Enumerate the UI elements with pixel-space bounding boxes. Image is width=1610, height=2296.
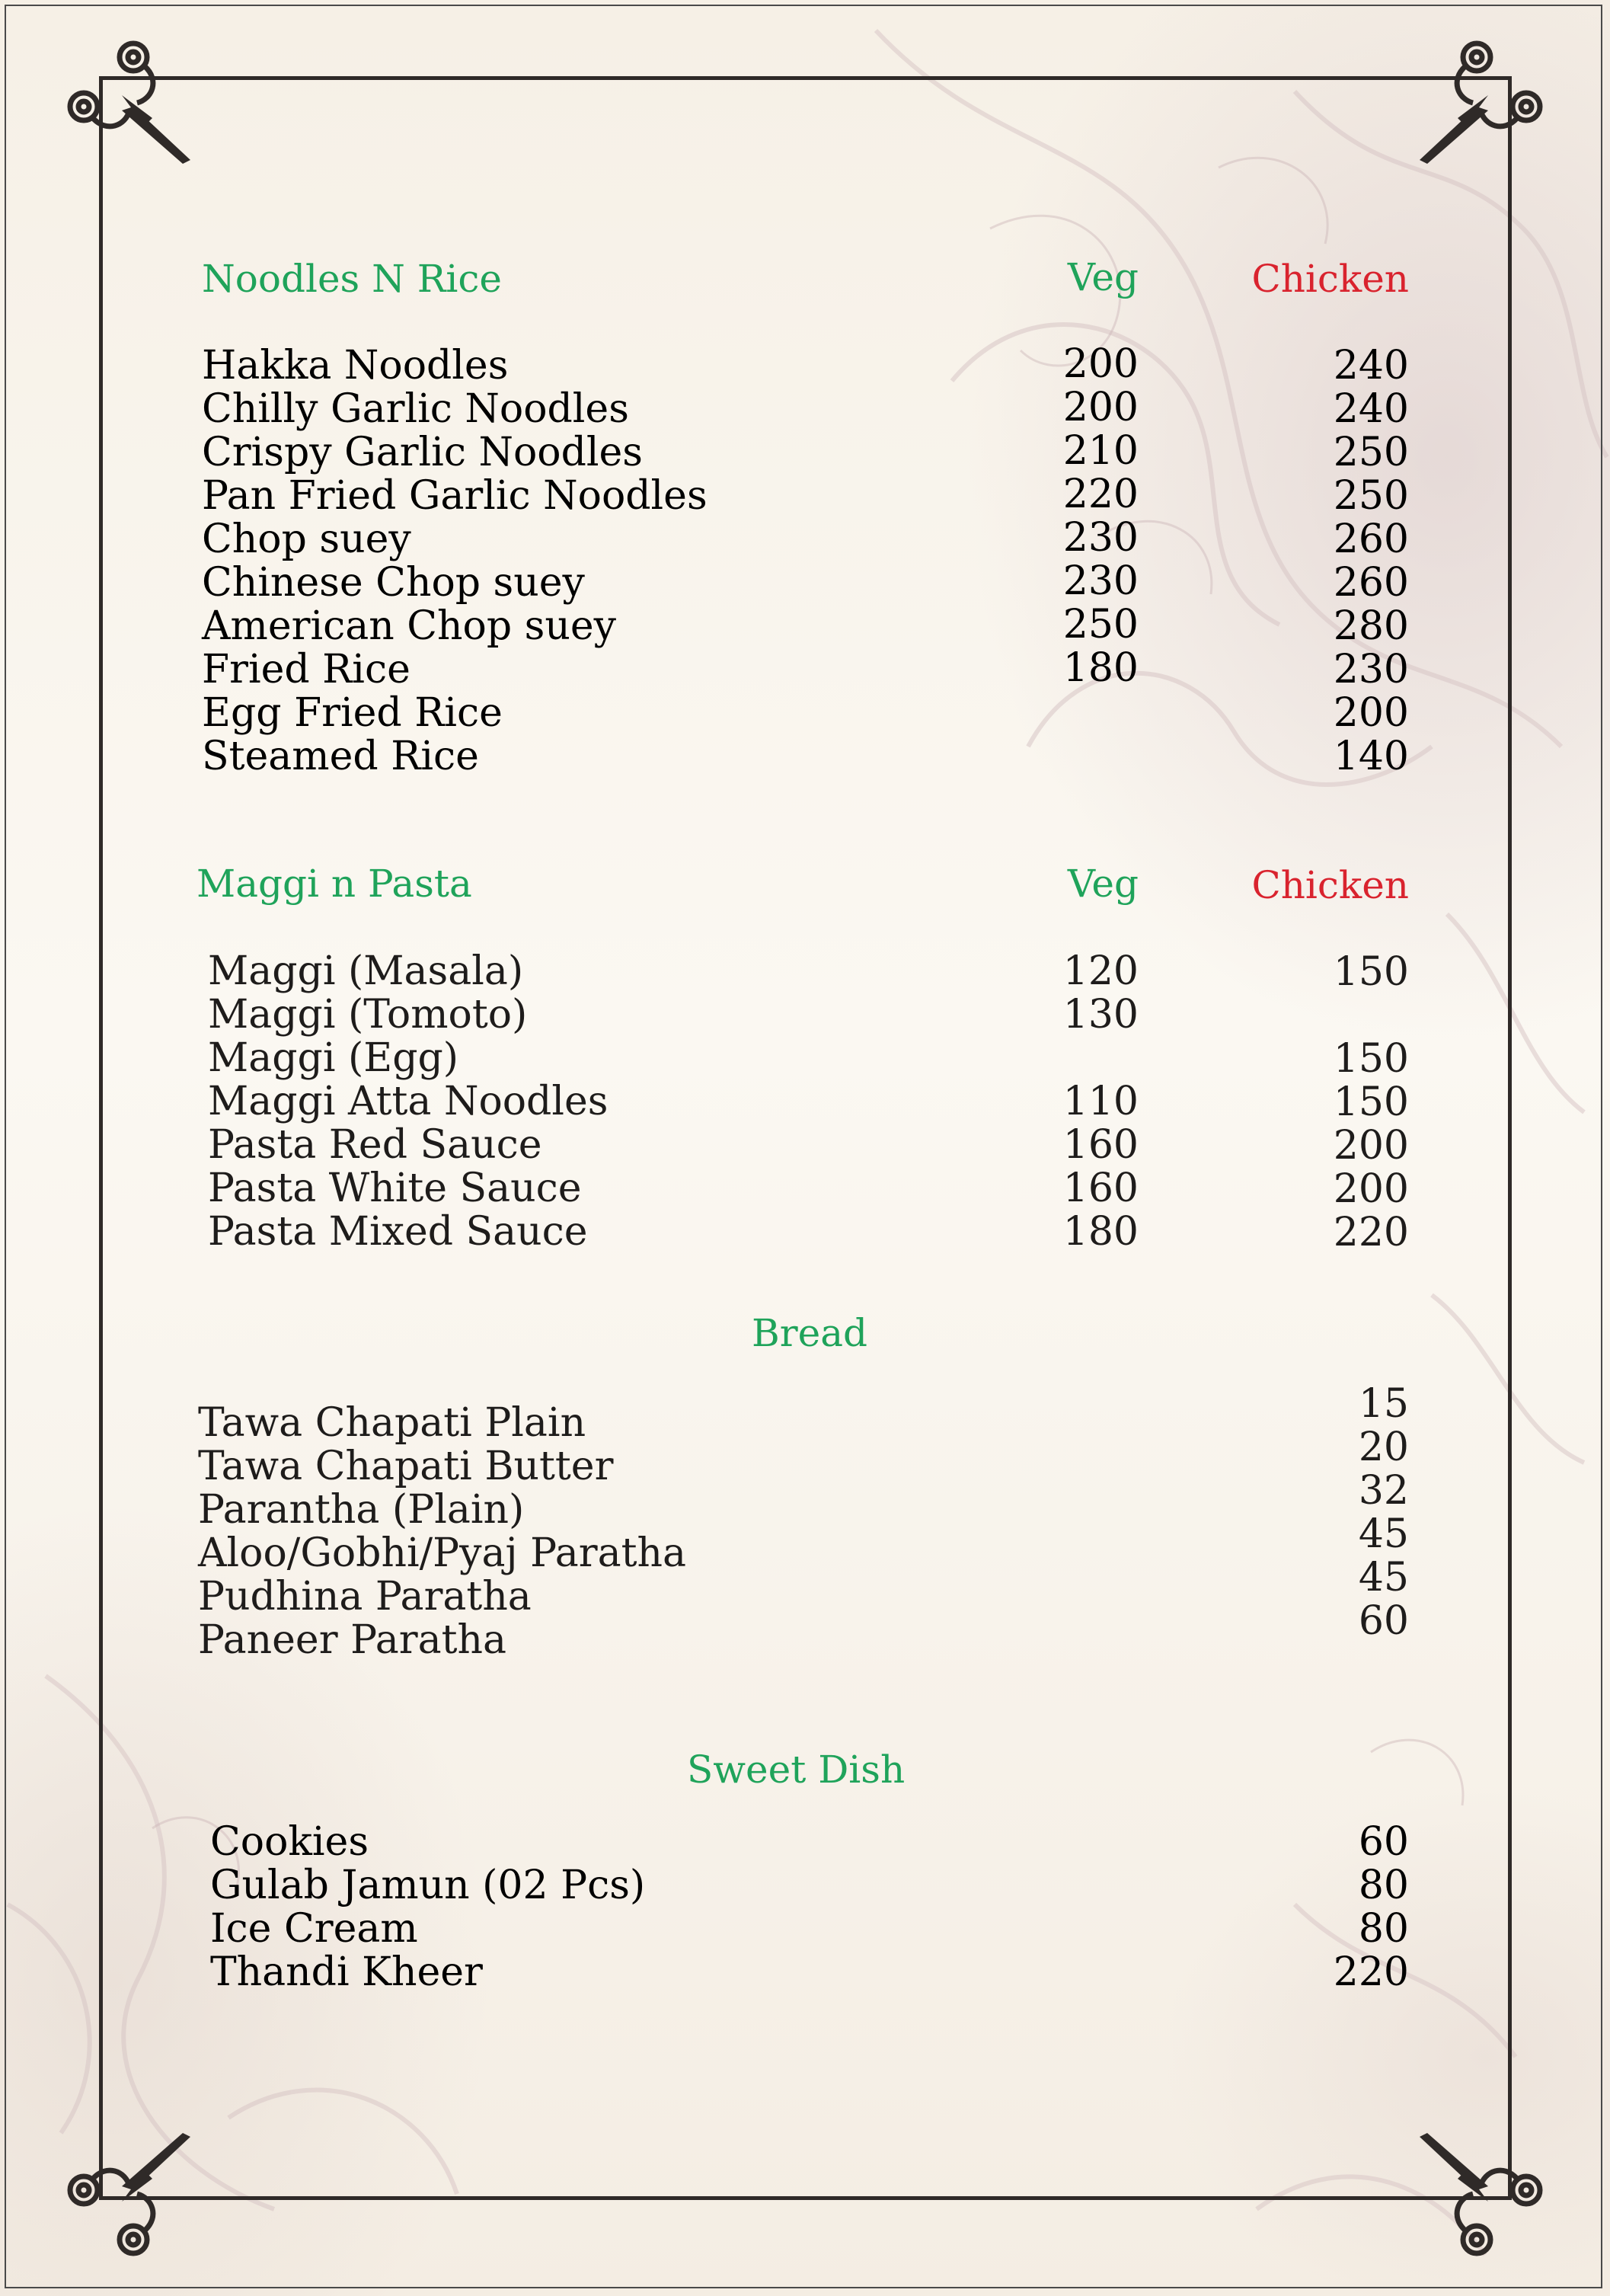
sweet-name-list <box>210 1821 819 1994</box>
price: 15 <box>1358 1381 1409 1427</box>
noodles-name-list <box>202 344 811 779</box>
list-item: Maggi Atta Noodles <box>208 1079 609 1124</box>
list-item: Thandi Kheer <box>210 1949 483 1995</box>
price: 32 <box>1358 1468 1409 1514</box>
veg-price: 210 <box>1062 428 1139 474</box>
chicken-price: 280 <box>1333 603 1409 649</box>
veg-price: 160 <box>1062 1166 1139 1211</box>
price: 60 <box>1358 1598 1409 1644</box>
veg-price: 230 <box>1062 515 1139 561</box>
list-item: Pan Fried Garlic Noodles <box>202 473 708 519</box>
bread-prices <box>1295 1383 1409 1643</box>
maggi-veg-prices <box>1051 950 1139 1254</box>
chicken-price: 200 <box>1333 690 1409 736</box>
veg-price: 180 <box>1062 1209 1139 1255</box>
list-item: Parantha (Plain) <box>198 1487 525 1533</box>
corner-ornament-icon <box>1420 2133 1549 2262</box>
noodles-veg-header: Veg <box>1067 255 1139 299</box>
chicken-price: 240 <box>1333 343 1409 389</box>
price: 60 <box>1358 1819 1409 1865</box>
list-item: Steamed Rice <box>202 734 479 779</box>
list-item: Maggi (Egg) <box>208 1035 459 1081</box>
maggi-veg-header: Veg <box>1067 862 1139 906</box>
veg-price: 250 <box>1062 602 1139 648</box>
veg-price: 160 <box>1062 1122 1139 1168</box>
maggi-chicken-prices <box>1295 951 1409 1255</box>
price: 220 <box>1333 1949 1409 1995</box>
veg-price: 230 <box>1062 558 1139 604</box>
veg-price: 220 <box>1062 472 1139 517</box>
list-item: Egg Fried Rice <box>202 690 503 736</box>
noodles-veg-prices <box>1051 343 1139 690</box>
chicken-price: 200 <box>1333 1123 1409 1169</box>
price: 80 <box>1358 1906 1409 1952</box>
list-item: Gulab Jamun (02 Pcs) <box>210 1863 646 1908</box>
chicken-price: 250 <box>1333 473 1409 519</box>
noodles-chicken-header: Chicken <box>1251 257 1409 301</box>
chicken-price: 220 <box>1333 1210 1409 1255</box>
maggi-chicken-header: Chicken <box>1251 863 1409 907</box>
noodles-chicken-prices <box>1295 344 1409 779</box>
list-item: Pudhina Paratha <box>198 1574 532 1620</box>
list-item: Chop suey <box>202 516 411 562</box>
chicken-price: 260 <box>1333 516 1409 562</box>
list-item: Pasta White Sauce <box>208 1166 582 1211</box>
price: 20 <box>1358 1425 1409 1470</box>
sweet-prices <box>1295 1821 1409 1994</box>
bread-name-list <box>198 1402 883 1662</box>
veg-price <box>1051 1037 1139 1080</box>
list-item: Cookies <box>210 1819 369 1865</box>
veg-price: 180 <box>1062 645 1139 691</box>
chicken-price: 200 <box>1333 1166 1409 1212</box>
chicken-price: 230 <box>1333 647 1409 692</box>
list-item: Aloo/Gobhi/Pyaj Paratha <box>198 1530 687 1576</box>
list-item: Tawa Chapati Plain <box>198 1400 586 1446</box>
price: 45 <box>1358 1555 1409 1600</box>
list-item: Fried Rice <box>202 647 410 692</box>
list-item: Maggi (Tomoto) <box>208 992 528 1038</box>
veg-price: 200 <box>1062 341 1139 387</box>
list-item: Chilly Garlic Noodles <box>202 386 629 432</box>
corner-ornament-icon <box>1420 34 1549 164</box>
chicken-price: 150 <box>1333 1036 1409 1082</box>
list-item: Maggi (Masala) <box>208 948 524 994</box>
chicken-price: 260 <box>1333 560 1409 606</box>
maggi-name-list <box>208 950 817 1254</box>
list-item: American Chop suey <box>202 603 616 649</box>
price: 45 <box>1358 1511 1409 1557</box>
list-item: Chinese Chop suey <box>202 560 585 606</box>
list-item: Ice Cream <box>210 1906 418 1952</box>
corner-ornament-icon <box>61 2133 190 2262</box>
bread-section-title: Bread <box>752 1311 868 1355</box>
sweet-section-title: Sweet Dish <box>687 1748 906 1792</box>
veg-price: 110 <box>1062 1079 1139 1124</box>
list-item: Pasta Mixed Sauce <box>208 1209 588 1255</box>
list-item: Paneer Paratha <box>198 1617 506 1663</box>
maggi-section-title: Maggi n Pasta <box>196 862 472 906</box>
chicken-price: 250 <box>1333 430 1409 475</box>
list-item: Crispy Garlic Noodles <box>202 430 643 475</box>
veg-price: 120 <box>1062 948 1139 994</box>
chicken-price: 150 <box>1333 949 1409 995</box>
list-item: Hakka Noodles <box>202 343 509 389</box>
price: 80 <box>1358 1863 1409 1908</box>
corner-ornament-icon <box>61 34 190 164</box>
list-item: Tawa Chapati Butter <box>198 1444 614 1489</box>
noodles-section-title: Noodles N Rice <box>202 257 502 301</box>
list-item: Pasta Red Sauce <box>208 1122 542 1168</box>
veg-price: 130 <box>1062 992 1139 1038</box>
chicken-price <box>1295 994 1409 1038</box>
chicken-price: 240 <box>1333 386 1409 432</box>
veg-price: 200 <box>1062 385 1139 430</box>
chicken-price: 140 <box>1333 734 1409 779</box>
chicken-price: 150 <box>1333 1079 1409 1125</box>
